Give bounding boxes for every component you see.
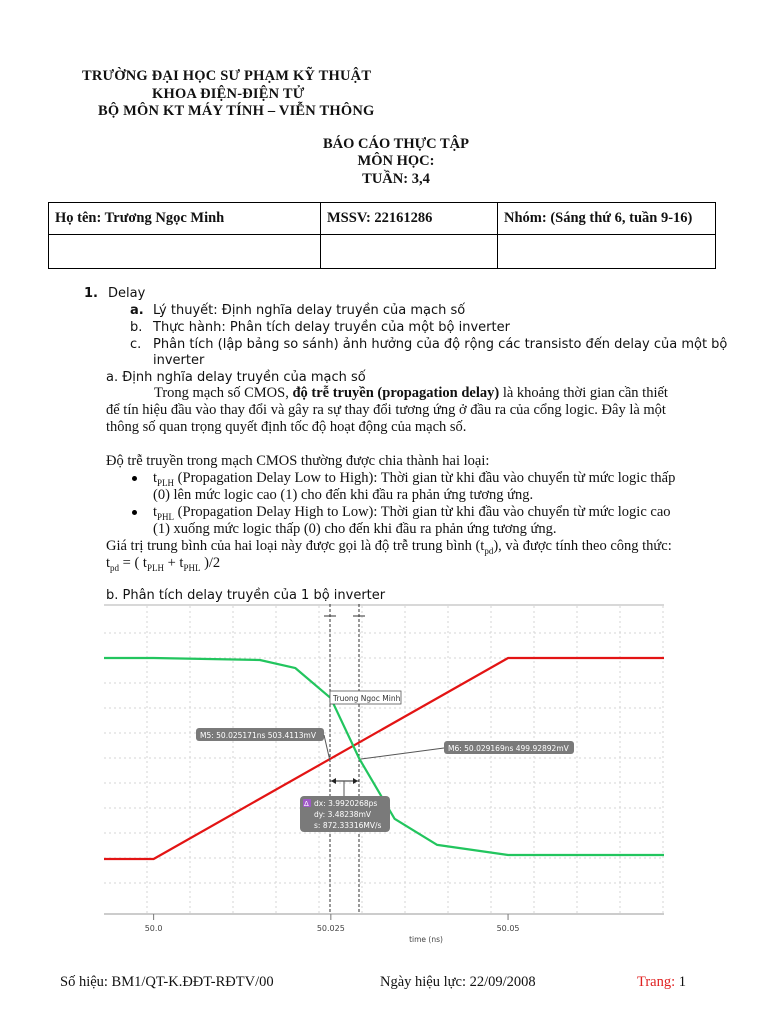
- section-b-heading: b. Phân tích delay truyền của 1 bộ inverter: [106, 588, 386, 603]
- paragraph-line: để tín hiệu đầu vào thay đổi và gây ra sự thay đổi tương ứng ở đầu ra của cổng logic. Đây là một: [106, 402, 666, 418]
- x-tick-label: 50.0: [144, 924, 163, 933]
- bullet-icon: [132, 510, 137, 515]
- empty-cell: [321, 235, 498, 269]
- list-item-continuation: inverter: [153, 353, 205, 368]
- page-indicator: [637, 974, 686, 991]
- paragraph-line: Giá trị trung bình của hai loại này được gọi là độ trễ trung bình $(t_{pd})$, và được tính theo công thức:: [106, 538, 672, 556]
- student-name-cell: Họ tên: Trương Ngọc Minh: [49, 203, 321, 235]
- student-info-table: [48, 202, 716, 269]
- waveform-chart: [104, 604, 664, 946]
- list-marker: b.: [130, 320, 143, 335]
- faculty-name: KHOA ĐIỆN-ĐIỆN TỬ: [152, 86, 305, 102]
- group-cell: Nhóm: (Sáng thứ 6, tuần 9-16): [498, 203, 716, 235]
- formula: $t_{pd}$ = ( $t_{PLH} + t_{PHL}$ )/2: [106, 555, 221, 573]
- effective-date: Ngày hiệu lực: 22/09/2008: [380, 974, 536, 990]
- list-marker: c.: [130, 337, 142, 352]
- list-item: Thực hành: Phân tích delay truyền của một bộ inverter: [153, 320, 510, 335]
- paragraph-line: Độ trễ truyền trong mạch CMOS thường được chia thành hai loại:: [106, 453, 490, 469]
- bullet-text-continuation: (1) xuống mức logic thấp (0) cho đến khi đầu ra phản ứng tương ứng.: [153, 521, 557, 537]
- marker-m5-label: M5: 50.025171ns 503.4113mV: [200, 731, 316, 740]
- bullet-icon: [132, 476, 137, 481]
- report-title: BÁO CÁO THỰC TẬP: [323, 136, 469, 152]
- report-week: TUẦN: 3,4: [362, 171, 430, 187]
- delta-dx-label: dx: 3.9920268ps: [314, 799, 378, 808]
- delta-slope-label: s: 872.33316MV/s: [314, 821, 382, 830]
- school-name: TRƯỜNG ĐẠI HỌC SƯ PHẠM KỸ THUẬT: [82, 68, 372, 84]
- page-label: Trang:: [637, 974, 676, 990]
- paragraph-line: thông số quan trọng quyết định tốc độ hoạt động của mạch số.: [106, 419, 467, 435]
- section-a-heading: a. Định nghĩa delay truyền của mạch số: [106, 370, 366, 385]
- bullet-text: $t_{PHL}$ (Propagation Delay High to Low): Thời gian từ khi đầu vào chuyển từ mức logic cao: [153, 504, 671, 522]
- bullet-text: $t_{PLH}$ (Propagation Delay Low to High): Thời gian từ khi đầu vào chuyển từ mức logic thấp: [153, 470, 676, 488]
- list-item: Lý thuyết: Định nghĩa delay truyền của mạch số: [153, 303, 466, 318]
- delta-dy-label: dy: 3.48238mV: [314, 810, 372, 819]
- list-marker: a.: [130, 303, 144, 318]
- x-axis-label: time (ns): [409, 935, 443, 944]
- department-name: BỘ MÔN KT MÁY TÍNH – VIỄN THÔNG: [98, 103, 375, 119]
- doc-code: Số hiệu: BM1/QT-K.ĐĐT-RĐTV/00: [60, 974, 274, 990]
- x-tick-label: 50.05: [496, 924, 520, 933]
- page-number: 1: [678, 974, 687, 990]
- item-number: 1.: [84, 286, 98, 301]
- marker-m6-label: M6: 50.029169ns 499.92892mV: [448, 744, 569, 753]
- empty-cell: [49, 235, 321, 269]
- x-tick-label: 50.025: [316, 924, 345, 933]
- item-title: Delay: [108, 286, 146, 301]
- list-item: Phân tích (lập bảng so sánh) ảnh hưởng của độ rộng các transisto đến delay của một bộ: [153, 337, 728, 352]
- student-id-cell: MSSV: 22161286: [321, 203, 498, 235]
- name-label: Truong Ngoc Minh: [333, 694, 401, 703]
- bullet-text-continuation: (0) lên mức logic cao (1) cho đến khi đầu ra phản ứng tương ứng.: [153, 487, 534, 503]
- report-subject: MÔN HỌC:: [357, 153, 435, 169]
- empty-cell: [498, 235, 716, 269]
- delta-icon: Δ: [304, 800, 309, 808]
- paragraph-line: Trong mạch số CMOS, độ trễ truyền (propagation delay) là khoảng thời gian cần thiết: [154, 385, 668, 401]
